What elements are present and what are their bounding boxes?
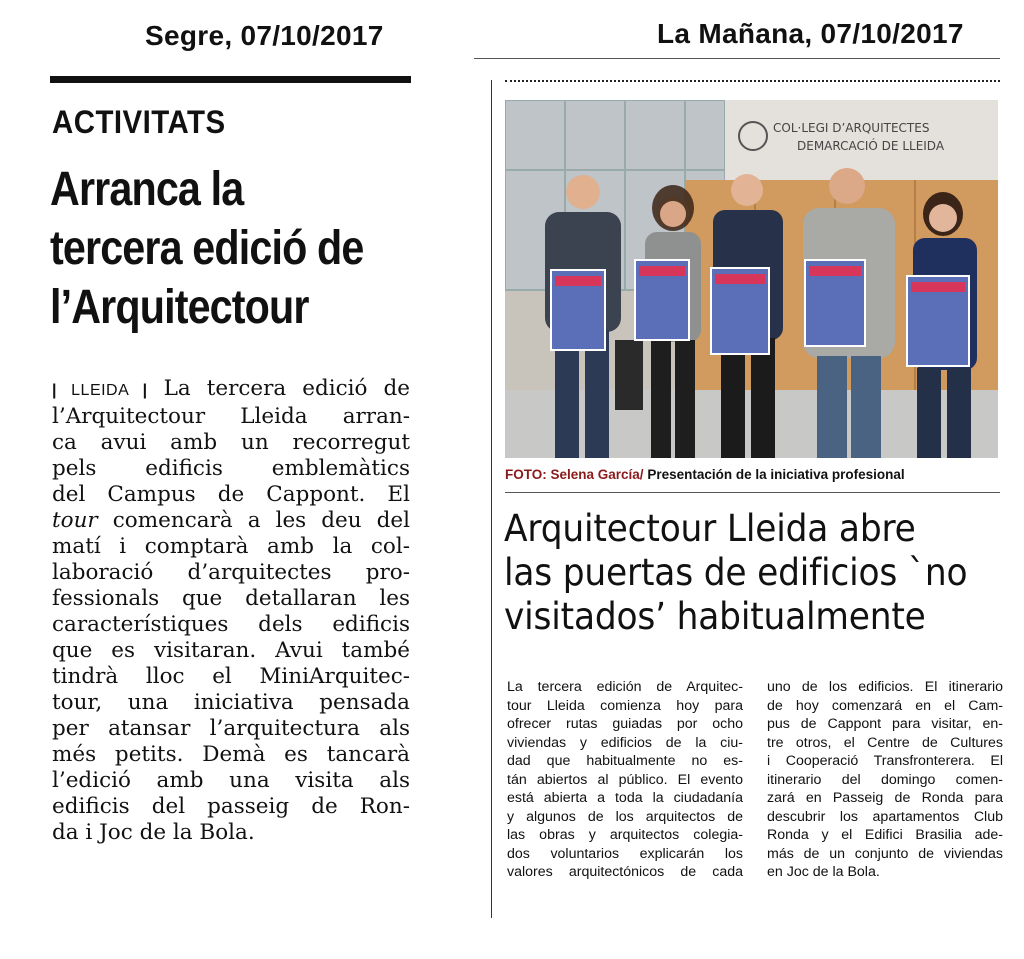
left-body-line: pels edificis emblemàtics xyxy=(52,456,410,481)
right-body-line: y algunos de los arquitectos de xyxy=(507,808,743,825)
left-body-line: l’edició amb una visita als xyxy=(52,768,410,793)
right-body-column-1 xyxy=(507,678,743,882)
right-headline-line: visitados’ habitualmente xyxy=(504,595,926,638)
press-photo xyxy=(505,100,998,458)
left-section-label: ACTIVITATS xyxy=(52,104,226,140)
left-article-body xyxy=(52,376,410,846)
left-body-line: da i Joc de la Bola. xyxy=(52,820,255,845)
right-body-line: tán abiertos al público. El evento xyxy=(507,771,743,788)
right-body-line: ofrecer rutas guiadas por ocho xyxy=(507,716,743,732)
right-body-line: en Joc de la Bola. xyxy=(767,864,880,880)
right-body-line: tre otros, el Centre de Cultures xyxy=(767,734,1003,751)
poster-2 xyxy=(635,260,689,340)
right-source-date: La Mañana, 07/10/2017 xyxy=(657,18,964,49)
right-body-column-2 xyxy=(767,678,1003,882)
left-body-line: | LLEIDA | La tercera edició de xyxy=(52,376,411,401)
right-headline-line: Arquitectour Lleida abre xyxy=(504,507,916,550)
left-body-line: tour, una iniciativa pensada xyxy=(52,690,410,715)
right-body-line: descubrir los apartamentos Club xyxy=(767,808,1003,825)
right-body-line: las obras y arquitectos colegia- xyxy=(507,827,743,843)
photo-credit: FOTO: Selena García/ xyxy=(505,467,644,482)
right-body-line: tour Lleida comienza hoy para xyxy=(507,697,743,714)
left-source-date: Segre, 07/10/2017 xyxy=(145,20,384,51)
left-body-line: l’Arquitectour Lleida arran- xyxy=(52,404,410,429)
left-body-line: més petits. Demà es tancarà xyxy=(52,742,410,767)
left-body-line: que es visitaran. Avui també xyxy=(52,638,410,663)
poster-4 xyxy=(805,260,865,346)
poster-5 xyxy=(907,276,969,366)
poster-3 xyxy=(711,268,769,354)
photo-caption xyxy=(505,467,905,482)
right-body-line: dad que habitualmente no es- xyxy=(507,753,743,769)
right-thin-rule xyxy=(474,58,1000,59)
left-body-line: ca avui amb un recorregut xyxy=(52,430,410,455)
left-headline-line: Arranca la xyxy=(50,163,244,216)
right-body-line: más de un conjunto de viviendas xyxy=(767,845,1003,862)
photo-illustration xyxy=(505,100,998,458)
right-headline-line: las puertas de edificios `no xyxy=(504,551,968,594)
right-body-line: La tercera edición de Arquitec- xyxy=(507,679,743,695)
column-divider xyxy=(491,80,492,918)
left-body-line: fessionals que detallaran les xyxy=(52,586,410,611)
left-body-line: tindrà lloc el MiniArquitec- xyxy=(52,664,410,689)
left-body-line: del Campus de Cappont. El xyxy=(52,482,410,507)
left-body-line: tour comencarà a les deu del xyxy=(52,508,410,533)
left-body-line: característiques dels edificis xyxy=(52,612,410,637)
left-headline-line: l’Arquitectour xyxy=(50,281,309,334)
left-body-line: matí i comptarà amb la col- xyxy=(52,534,410,559)
right-body-line: dos voluntarios explicarán los xyxy=(507,845,743,862)
right-body-line: uno de los edificios. El itinerario xyxy=(767,679,1003,695)
caption-rule xyxy=(505,492,1000,493)
right-body-line: valores arquitectónicos de cada xyxy=(507,864,743,880)
right-body-line: itinerario del domingo comen- xyxy=(767,771,1003,788)
left-headline xyxy=(50,160,394,337)
right-body-line: viviendas y edificios de la ciu- xyxy=(507,734,743,751)
right-body-line: pus de Cappont para visitar, en- xyxy=(767,716,1003,732)
right-body-line: está abierta a toda la ciudadanía xyxy=(507,790,743,806)
left-headline-line: tercera edició de xyxy=(50,222,364,275)
right-body-line: i Cooperació Transfronterera. El xyxy=(767,753,1003,769)
italic-word: tour xyxy=(52,508,98,533)
right-dotted-rule xyxy=(505,80,1000,82)
right-body-line: Ronda y el Edifici Brasilia ade- xyxy=(767,827,1003,843)
right-body-line: zará en Passeig de Ronda para xyxy=(767,790,1003,806)
dateline: | LLEIDA | xyxy=(52,382,148,399)
right-body-line: de hoy comenzará en el Cam- xyxy=(767,697,1003,714)
caption-text: Presentación de la iniciativa profesional xyxy=(643,467,905,482)
left-body-line: per atansar l’arquitectura als xyxy=(52,716,410,741)
left-body-line: laboració d’arquitectes pro- xyxy=(52,560,410,585)
building-sign-line2: DEMARCACIÓ DE LLEIDA xyxy=(797,139,945,153)
left-thick-rule xyxy=(50,76,411,83)
right-headline xyxy=(504,507,969,639)
left-body-line: edificis del passeig de Ron- xyxy=(52,794,410,819)
poster-1 xyxy=(551,270,605,350)
building-sign-line1: COL·LEGI D’ARQUITECTES xyxy=(773,121,930,135)
